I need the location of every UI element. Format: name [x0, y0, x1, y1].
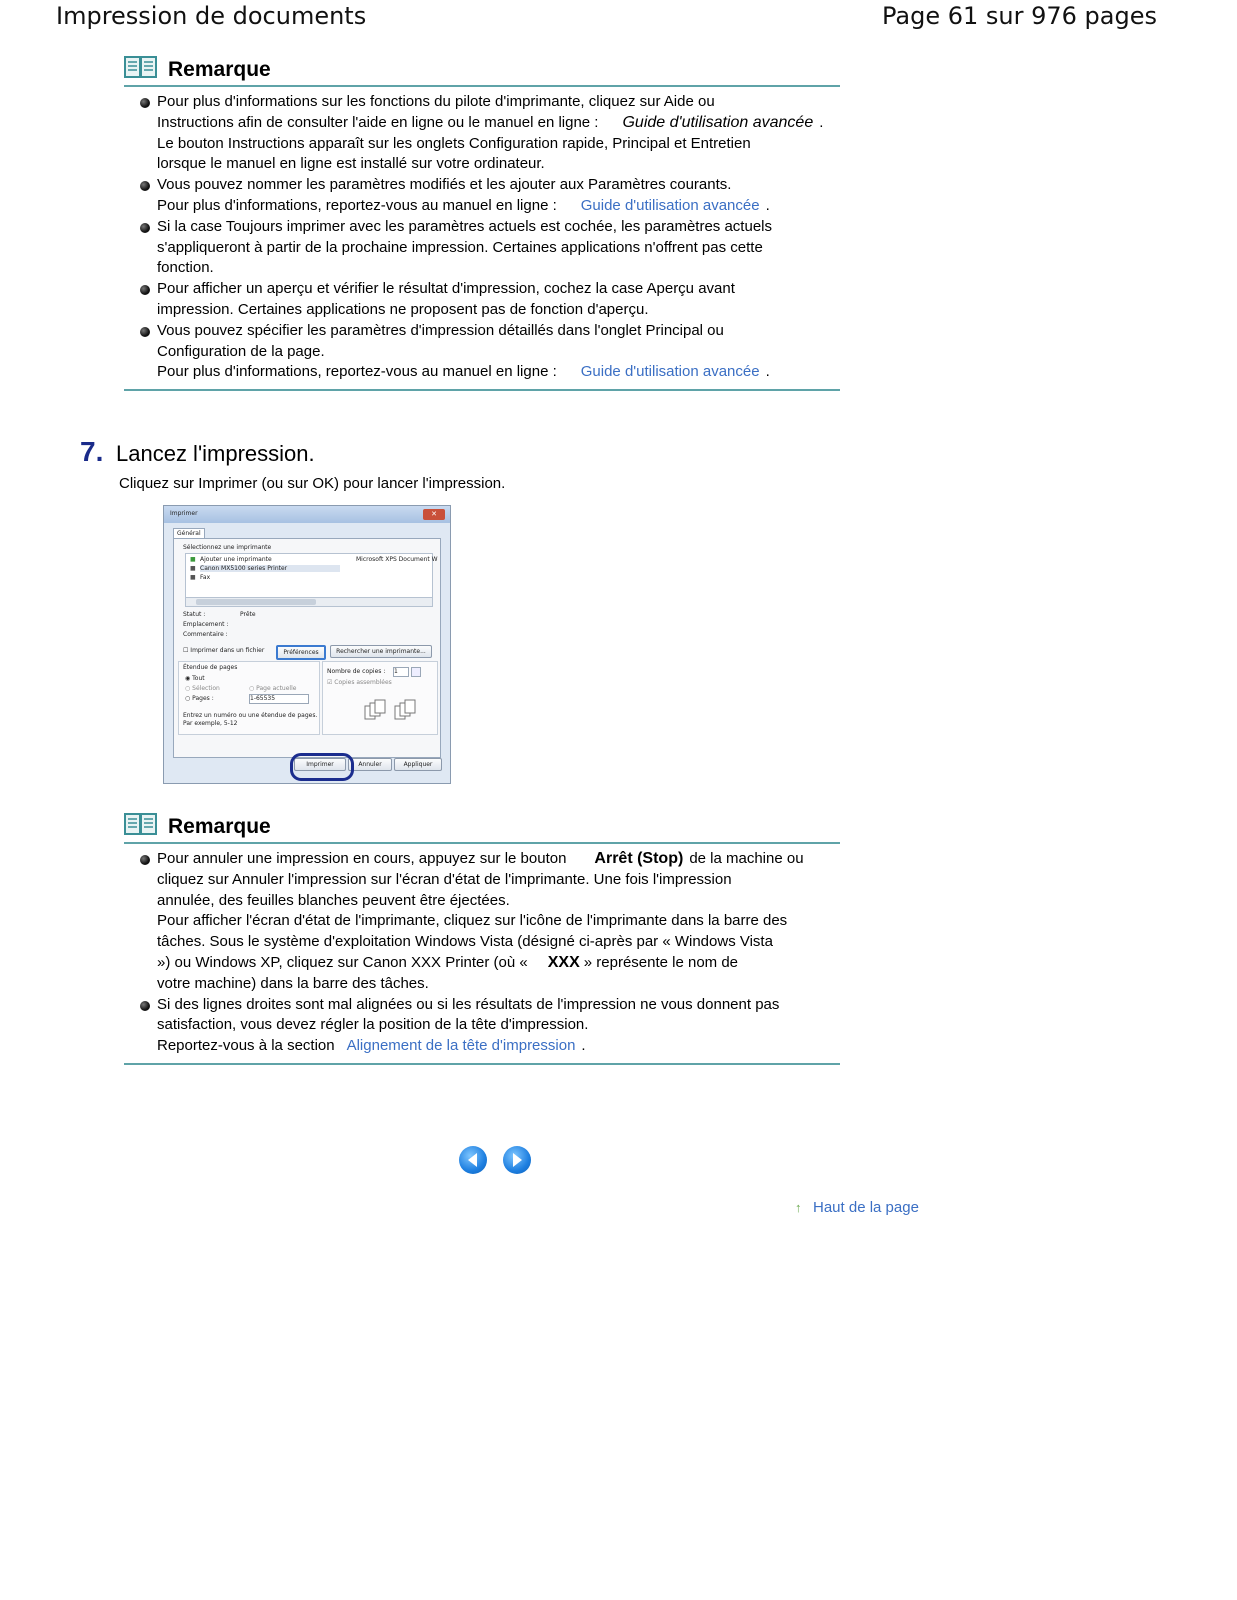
range-all-radio: ◉ Tout [185, 675, 205, 682]
apply-button: Appliquer [394, 758, 442, 771]
cancel-button: Annuler [348, 758, 392, 771]
close-icon: ✕ [423, 509, 445, 520]
book-icon [124, 55, 158, 81]
bullet-icon [140, 855, 150, 865]
dialog-titlebar [164, 506, 450, 523]
print-button: Imprimer [294, 758, 346, 771]
list-item: Si la case Toujours imprimer avec les paramètres actuels est cochée, les paramètres actuels s'appliqueront à partir de la prochaine impression. Certaines applications n'offrent pas cette fonction. [124, 217, 840, 279]
fax-icon: ■ [190, 574, 196, 581]
note-box-1 [124, 55, 840, 391]
bullet-icon [140, 1001, 150, 1011]
arrow-left-icon [459, 1146, 487, 1174]
printer-xps: Microsoft XPS Document W [356, 556, 438, 563]
list-item: Si des lignes droites sont mal alignées ou si les résultats de l'impression ne vous donnent pas satisfaction, vous devez régler la position de la tête d'impression. Reportez-vous à la section Alignement de la tête d'impression . [124, 995, 840, 1057]
horizontal-scrollbar [185, 597, 433, 607]
location-label: Emplacement : [183, 621, 229, 628]
comment-label: Commentaire : [183, 631, 228, 638]
status-label: Statut : [183, 611, 206, 618]
printer-list [185, 553, 438, 599]
bullet-icon [140, 285, 150, 295]
dialog-title: Imprimer [170, 510, 198, 517]
list-item: Pour annuler une impression en cours, appuyez sur le bouton Arrêt (Stop) de la machine ou cliquez sur Annuler l'impression sur l'écran d'état de l'imprimante. Une fois l'impression annulée, des feuilles blanches peuvent être éjectées. Pour afficher l'écran d'état de l'imprimante, cliquez sur l'icône de l'imprimante dans la barre des tâches. Sous le système d'exploitation Windows Vista (désigné ci-après par « Windows Vista ») ou Windows XP, cliquez sur Canon XXX Printer (où « XXX » représente le nom de votre machine) dans la barre des tâches. [124, 849, 840, 995]
bullet-icon [140, 327, 150, 337]
copies-group: Nombre de copies : 1 ☑ Copies assemblées [322, 661, 438, 735]
pages-input: 1-65535 [249, 694, 309, 704]
printer-add: Ajouter une imprimante [200, 556, 272, 563]
range-pages-radio: ○ Pages : [185, 695, 214, 702]
arrow-right-icon [503, 1146, 531, 1174]
arrow-up-icon: ↑ [795, 1200, 802, 1215]
bullet-icon [140, 98, 150, 108]
collate-checkbox: ☑ Copies assemblées [327, 679, 392, 686]
list-item: Vous pouvez spécifier les paramètres d'impression détaillés dans l'onglet Principal ou Configuration de la page. Pour plus d'informations, reportez-vous au manuel en ligne : Guide d'utilisation avancée . [124, 321, 840, 383]
bullet-icon [140, 223, 150, 233]
range-selection-radio: ○ Sélection [185, 685, 220, 692]
previous-page-button[interactable] [459, 1146, 487, 1174]
spinner-icon [411, 667, 421, 677]
status-value: Prête [240, 611, 256, 618]
print-dialog-screenshot [163, 505, 451, 784]
tab-general: Général [173, 528, 205, 539]
list-item: Pour plus d'informations sur les fonctions du pilote d'imprimante, cliquez sur Aide ou Instructions afin de consulter l'aide en ligne ou le manuel en ligne : Guide d'utilisation avancée . Le bouton Instructions apparaît sur les onglets Configuration rapide, Principal et Entretien lorsque le manuel en ligne est installé sur votre ordinateur. [124, 92, 840, 175]
note-title: Remarque [168, 58, 271, 81]
find-printer-button: Rechercher une imprimante... [330, 645, 432, 658]
select-printer-label: Sélectionnez une imprimante [183, 544, 272, 551]
copies-input: 1 [393, 667, 409, 677]
bullet-icon [140, 181, 150, 191]
note-box-2 [124, 812, 840, 1065]
note-title: Remarque [168, 815, 271, 838]
list-item: Pour afficher un aperçu et vérifier le résultat d'impression, cochez la case Aperçu avant impression. Certaines applications ne proposent pas de fonction d'aperçu. [124, 279, 840, 321]
printer-canon: Canon MX5100 series Printer [200, 565, 340, 572]
note-header [124, 55, 840, 87]
book-icon [124, 812, 158, 838]
step-number: 7. [80, 436, 104, 467]
print-to-file-checkbox: ☐ Imprimer dans un fichier [183, 647, 265, 654]
note-header [124, 812, 840, 844]
alignment-link[interactable]: Alignement de la tête d'impression [346, 1037, 576, 1055]
printer-icon: ■ [190, 565, 196, 572]
preferences-button: Préférences [276, 645, 326, 660]
step-title: Lancez l'impression. [116, 441, 315, 466]
list-item: Vous pouvez nommer les paramètres modifiés et les ajouter aux Paramètres courants. Pour plus d'informations, reportez-vous au manuel en ligne : Guide d'utilisation avancée . [124, 175, 840, 217]
step-description: Cliquez sur Imprimer (ou sur OK) pour lancer l'impression. [119, 475, 506, 492]
guide-link[interactable]: Guide d'utilisation avancée [580, 196, 760, 214]
document-title: Impression de documents [56, 2, 367, 30]
page-range-group: Étendue de pages ◉ Tout ○ Sélection ○ Page actuelle ○ Pages : 1-65535 Entrez un numéro ou une étendue de pages. Par exemple, 5-12 [178, 661, 320, 735]
dialog-panel [173, 538, 441, 758]
range-current-radio: ○ Page actuelle [249, 685, 297, 692]
collate-pages-icon [363, 698, 433, 724]
printer-icon: ■ [190, 556, 196, 563]
page-counter: Page 61 sur 976 pages [882, 2, 1157, 30]
back-to-top-link[interactable]: ↑ Haut de la page [795, 1199, 919, 1216]
guide-link[interactable]: Guide d'utilisation avancée [580, 363, 760, 381]
printer-fax: Fax [200, 574, 211, 581]
print-button-highlight [290, 753, 354, 781]
next-page-button[interactable] [503, 1146, 531, 1174]
